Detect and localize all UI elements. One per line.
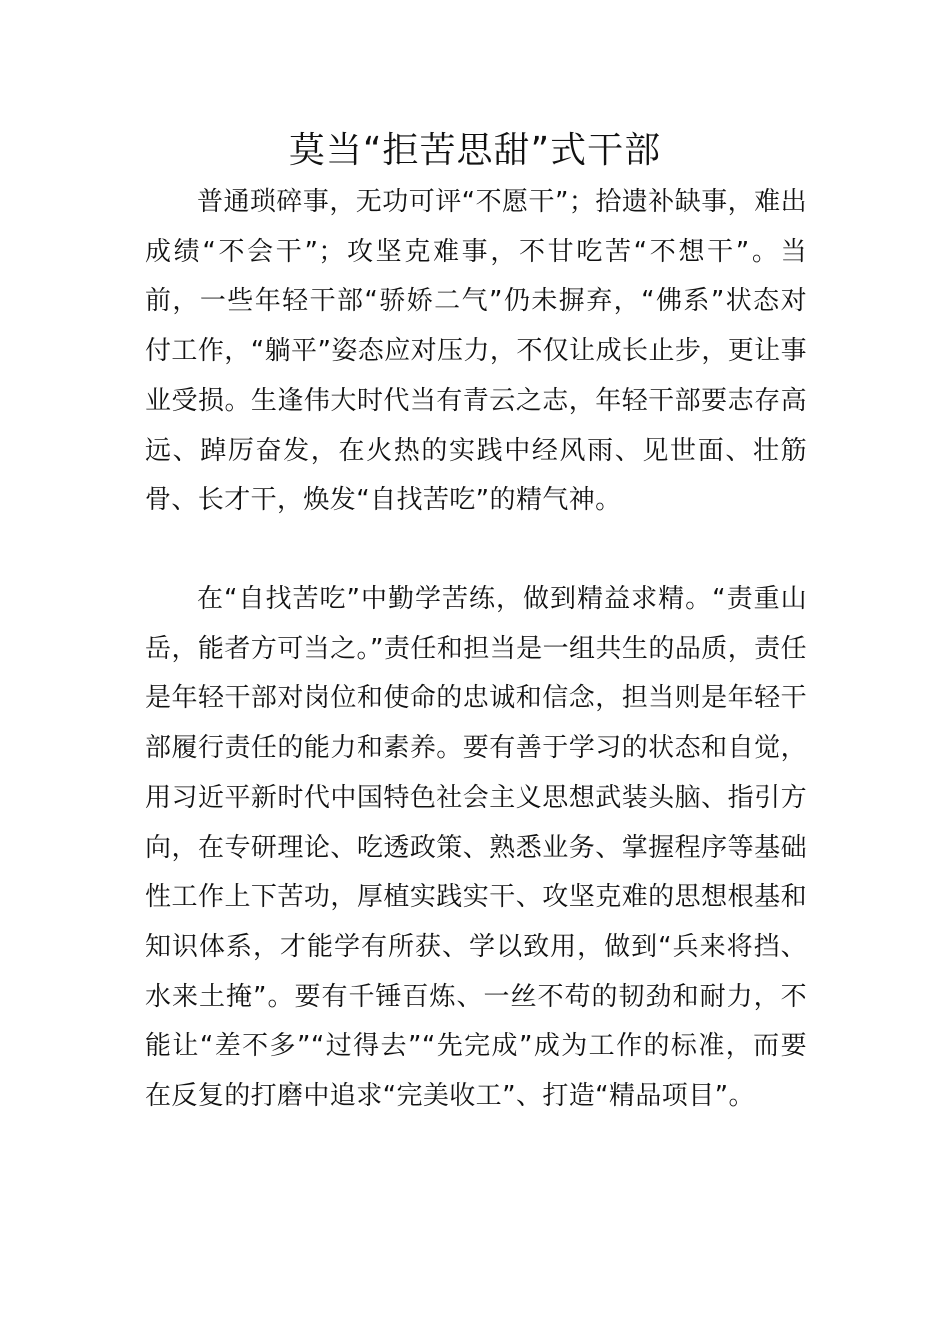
paragraph-1: 普通琐碎事，无功可评“不愿干”；拾遗补缺事，难出成绩“不会干”；攻坚克难事，不甘吃苦“不想干”。当前，一些年轻干部“骄娇二气”仍未摒弃，“佛系”状态对付工作，“躺平”姿态应对压力，不仅让成长止步，更让事业受损。生逢伟大时代当有青云之志，年轻干部要志存高远、踔厉奋发，在火热的实践中经风雨、见世面、壮筋骨、长才干，焕发“自找苦吃”的精气神。 [145,187,807,516]
document-title: 莫当“拒苦思甜”式干部 [288,130,662,171]
paragraph-2: 在“自找苦吃”中勤学苦练，做到精益求精。“责重山岳，能者方可当之。”责任和担当是一组共生的品质，责任是年轻干部对岗位和使命的忠诚和信念，担当则是年轻干部履行责任的能力和素养。要有善于学习的状态和自觉，用习近平新时代中国特色社会主义思想武装头脑、指引方向，在专研理论、吃透政策、熟悉业务、掌握程序等基础性工作上下苦功，厚植实践实干、攻坚克难的思想根基和知识体系，才能学有所获、学以致用，做到“兵来将挡、水来土掩”。要有千锤百炼、一丝不苟的韧劲和耐力，不能让“差不多”“过得去”“先完成”成为工作的标准，而要在反复的打磨中追求“完美收工”、打造“精品项目”。 [145,584,807,1112]
